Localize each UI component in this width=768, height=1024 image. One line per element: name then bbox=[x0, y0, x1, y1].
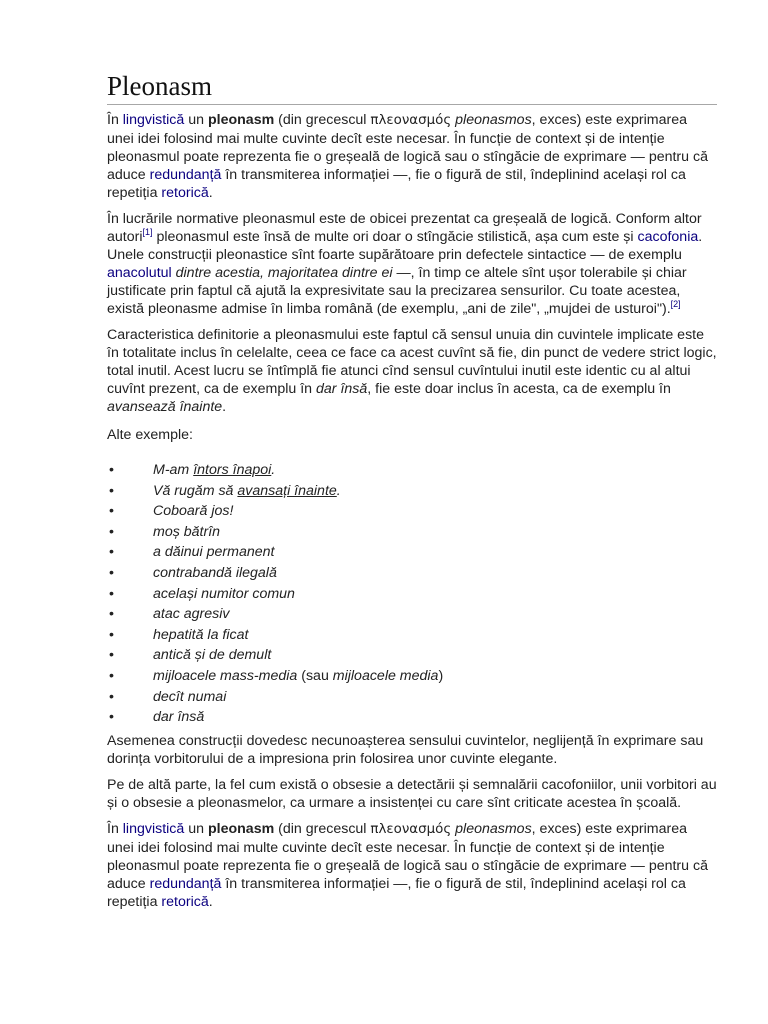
link-lingvistica[interactable]: lingvistică bbox=[122, 820, 185, 837]
paragraph-obsession: Pe de altă parte, la fel cum există o obsesie a detectării și semnalării cacofoniilor, unii vorbitori au și o obsesie a pleonasmelor, ca urmare a insistenței cu care sînt criticate acestea în școală. bbox=[107, 776, 717, 811]
link-lingvistica[interactable]: lingvistică bbox=[122, 112, 185, 128]
list-item: • moș bătrîn bbox=[109, 523, 221, 540]
reference-1[interactable]: [1] bbox=[142, 227, 153, 237]
paragraph-consequences: Asemenea construcții dovedesc necunoașterea sensului cuvintelor, neglijență în exprimare sau dorința vorbitorului de a impresiona prin folosirea unor cuvinte elegante. bbox=[107, 732, 704, 767]
list-item: • M-am întors înapoi. bbox=[109, 462, 276, 478]
list-item: • hepatită la ficat bbox=[109, 626, 249, 643]
article bbox=[107, 70, 717, 919]
list-item: • a dăinui permanent bbox=[109, 544, 275, 561]
paragraph-definition: Caracteristica definitorie a pleonasmului este faptul că sensul unuia din cuvintele implicate este în totalitate inclus în celelalte, ceea ce face ca acest cuvînt să fie, din punct de vedere strict logic, total inutil. Acest lucru se întîmplă fie atunci cînd sensul cuvîntului inutil este identic cu al altui cuvînt prezent, ca de exemplu în dar însă, fie este doar inclus în acesta, ca de exemplu în avansează înainte. bbox=[107, 327, 717, 415]
link-redundanta[interactable]: redundanță bbox=[149, 167, 222, 183]
list-item: • dar însă bbox=[109, 709, 205, 726]
link-cacofonia[interactable]: cacofonia bbox=[637, 229, 699, 245]
list-item: • Vă rugăm să avansați înainte. bbox=[109, 482, 341, 499]
reference-2[interactable]: [2] bbox=[670, 299, 681, 309]
intro-paragraph: În lingvistică un pleonasm (din grecescul πλεονασμός pleonasmos, exces) este exprimarea unei idei folosind mai multe cuvinte decît este necesar. În funcție de context și de intenție pleonasmul poate reprezenta fie o greșeală de logică sau o stîngăcie de exprimare — pentru că aduce redundanță în transmiterea informației —, fie o figură de stil, îndeplinind același rol ca repetiția retorică. bbox=[107, 112, 708, 201]
greek-word: πλεονασμός bbox=[370, 113, 452, 128]
greek-word: πλεονασμός bbox=[370, 821, 452, 837]
list-item: • același numitor comun bbox=[109, 585, 295, 602]
link-retorica[interactable]: retorică bbox=[161, 185, 209, 201]
link-anacolutul[interactable]: anacolutul bbox=[107, 265, 172, 281]
list-item: • decît numai bbox=[109, 688, 227, 705]
list-item: • mijloacele mass-media (sau mijloacele media) bbox=[109, 667, 444, 684]
list-item: • Coboară jos! bbox=[109, 503, 234, 520]
link-redundanta[interactable]: redundanță bbox=[149, 875, 222, 892]
paragraph-normative: În lucrările normative pleonasmul este de obicei prezentat ca greșeală de logică. Conform altor autori[1] pleonasmul este însă de multe ori doar o stîngăcie stilistică, așa cum este și cacofonia. Unele construcții pleonastice sînt foarte supărătoare prin defectele sintactice — de exemplu anacolutul dintre acestia, majoritatea dintre ei —, în timp ce altele sînt ușor tolerabile și chiar justificate prin faptul că ajută la expresivitate sau la precizarea sensurilor. Cu toate acestea, există pleonasme admise în limba română (de exemplu, „ani de zile", „mujdei de usturoi").[2] bbox=[107, 211, 703, 317]
list-item: • atac agresiv bbox=[109, 606, 230, 623]
intro-paragraph-repeat: În lingvistică un pleonasm (din grecescul πλεονασμός pleonasmos, exces) este exprimarea unei idei folosind mai multe cuvinte decît este necesar. În funcție de context și de intenție pleonasmul poate reprezenta fie o greșeală de logică sau o stîngăcie de exprimare — pentru că aduce redundanță în transmiterea informației —, fie o figură de stil, îndeplinind același rol ca repetiția retorică. bbox=[107, 820, 708, 910]
list-item: • antică și de demult bbox=[109, 647, 272, 664]
examples-list bbox=[107, 460, 717, 728]
link-retorica[interactable]: retorică bbox=[161, 893, 209, 910]
list-item: • contrabandă ilegală bbox=[109, 564, 277, 581]
examples-label: Alte exemple: bbox=[107, 427, 193, 443]
term-pleonasm: pleonasm bbox=[207, 820, 275, 837]
page-title: Pleonasm bbox=[107, 70, 717, 105]
term-pleonasm: pleonasm bbox=[207, 112, 275, 128]
